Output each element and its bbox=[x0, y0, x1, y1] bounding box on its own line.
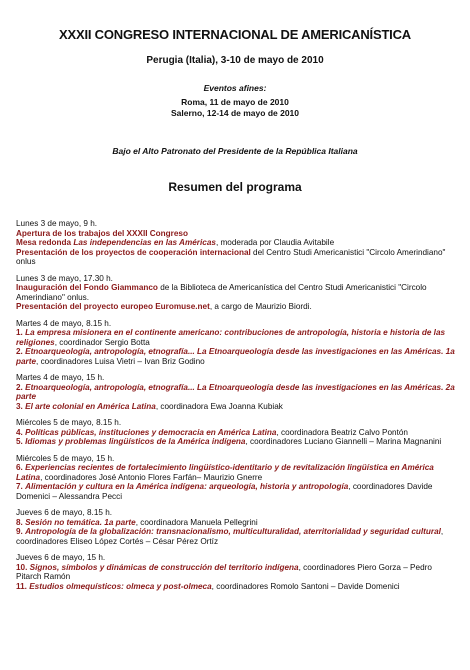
program-item: 9. Antropología de la globalización: transnacionalismo, multiculturalidad, aterritorialidad y seguridad cultural, coordinadores Eliseo López Cortés – César Pérez Ortíz bbox=[16, 527, 444, 546]
congress-title: XXXII CONGRESO INTERNACIONAL DE AMERICANÍSTICA bbox=[59, 27, 411, 42]
program-item: 4. Políticas públicas, instituciones y democracia en América Latina, coordinadora Beatriz Calvo Pontón bbox=[16, 427, 408, 437]
program-item: Presentación de los proyectos de cooperación internacional del Centro Studi Americanistici "Circolo Amerindiano" onlus bbox=[16, 247, 446, 266]
program-item: Mesa redonda Las independencias en las Américas, moderada por Claudia Avitabile bbox=[16, 238, 335, 247]
program-item: 5. Idiomas y problemas lingüísticos de la América indígena, coordinadores Luciano Giannelli – Marina Magnanini bbox=[16, 437, 442, 446]
program-heading: Resumen del programa bbox=[168, 180, 302, 194]
program-day bbox=[16, 274, 456, 312]
congress-place-dates: Perugia (Italia), 3-10 de mayo de 2010 bbox=[146, 55, 324, 66]
related-event-salerno: Salerno, 12-14 de mayo de 2010 bbox=[170, 108, 300, 118]
program-item: 2. Etnoarqueología, antropología, etnografía... La Etnoarqueología desde las investigaciones en las Américas. 1a parte, coordinadores Luisa Vietri – Ivan Briz Godino bbox=[16, 347, 455, 366]
day-heading: Jueves 6 de mayo, 15 h. bbox=[16, 553, 106, 562]
program-item: 7. Alimentación y cultura en la América indígena: arqueología, historia y antropología, coordinadores Davide Domenici – Alessandra Pecci bbox=[16, 482, 433, 501]
program-day bbox=[16, 319, 456, 367]
program-day bbox=[16, 373, 456, 411]
day-heading: Martes 4 de mayo, 15 h. bbox=[16, 373, 105, 382]
related-event-roma: Roma, 11 de mayo de 2010 bbox=[181, 97, 289, 107]
program-item: Apertura de los trabajos del XXXII Congreso bbox=[16, 228, 188, 238]
program-item: 1. La empresa misionera en el continente americano: contribuciones de antropología, historia e historia de las religiones, coordinador Sergio Botta bbox=[16, 328, 446, 347]
program-day bbox=[16, 508, 456, 546]
patronage-line: Bajo el Alto Patronato del Presidente de la República Italiana bbox=[112, 146, 358, 156]
day-heading: Lunes 3 de mayo, 9 h. bbox=[16, 219, 98, 228]
program-item: 3. El arte colonial en América Latina, coordinadora Ewa Joanna Kubiak bbox=[16, 401, 283, 411]
program-list bbox=[16, 219, 456, 598]
program-day bbox=[16, 553, 456, 591]
day-heading: Lunes 3 de mayo, 17.30 h. bbox=[16, 273, 113, 283]
program-item: Inauguración del Fondo Giammanco de la Biblioteca de Americanística del Centro Studi Americanistici "Circolo Amerindiano" onlus. bbox=[16, 283, 427, 302]
program-item: 8. Sesión no temática. 1a parte, coordinadora Manuela Pellegrini bbox=[16, 517, 258, 527]
program-item: Presentación del proyecto europeo Euromuse.net, a cargo de Maurizio Biordi. bbox=[16, 302, 312, 311]
program-day bbox=[16, 418, 456, 447]
program-day bbox=[16, 219, 456, 267]
program-day bbox=[16, 454, 456, 502]
program-item: 2. Etnoarqueología, antropología, etnografía... La Etnoarqueología desde las investigaciones en las Américas. 2a parte bbox=[16, 382, 455, 401]
program-item: 6. Experiencias recientes de fortalecimiento lingüístico-identitario y de revitalización lingüística en América Latina, coordinadores José Antonio Flores Farfán– Maurizio Gnerre bbox=[16, 463, 434, 482]
program-item: 11. Estudios olmequísticos: olmeca y post-olmeca, coordinadores Romolo Santoni – Davide Domenici bbox=[16, 581, 400, 591]
day-heading: Miércoles 5 de mayo, 15 h. bbox=[16, 453, 115, 463]
program-item: 10. Signos, símbolos y dinámicas de construcción del territorio indígena, coordinadores Piero Gorza – Pedro Pitarch Ramón bbox=[16, 562, 432, 581]
day-heading: Martes 4 de mayo, 8.15 h. bbox=[16, 318, 112, 328]
day-heading: Miércoles 5 de mayo, 8.15 h. bbox=[16, 418, 122, 427]
related-events-label: Eventos afines: bbox=[203, 83, 267, 93]
day-heading: Jueves 6 de mayo, 8.15 h. bbox=[16, 508, 113, 517]
